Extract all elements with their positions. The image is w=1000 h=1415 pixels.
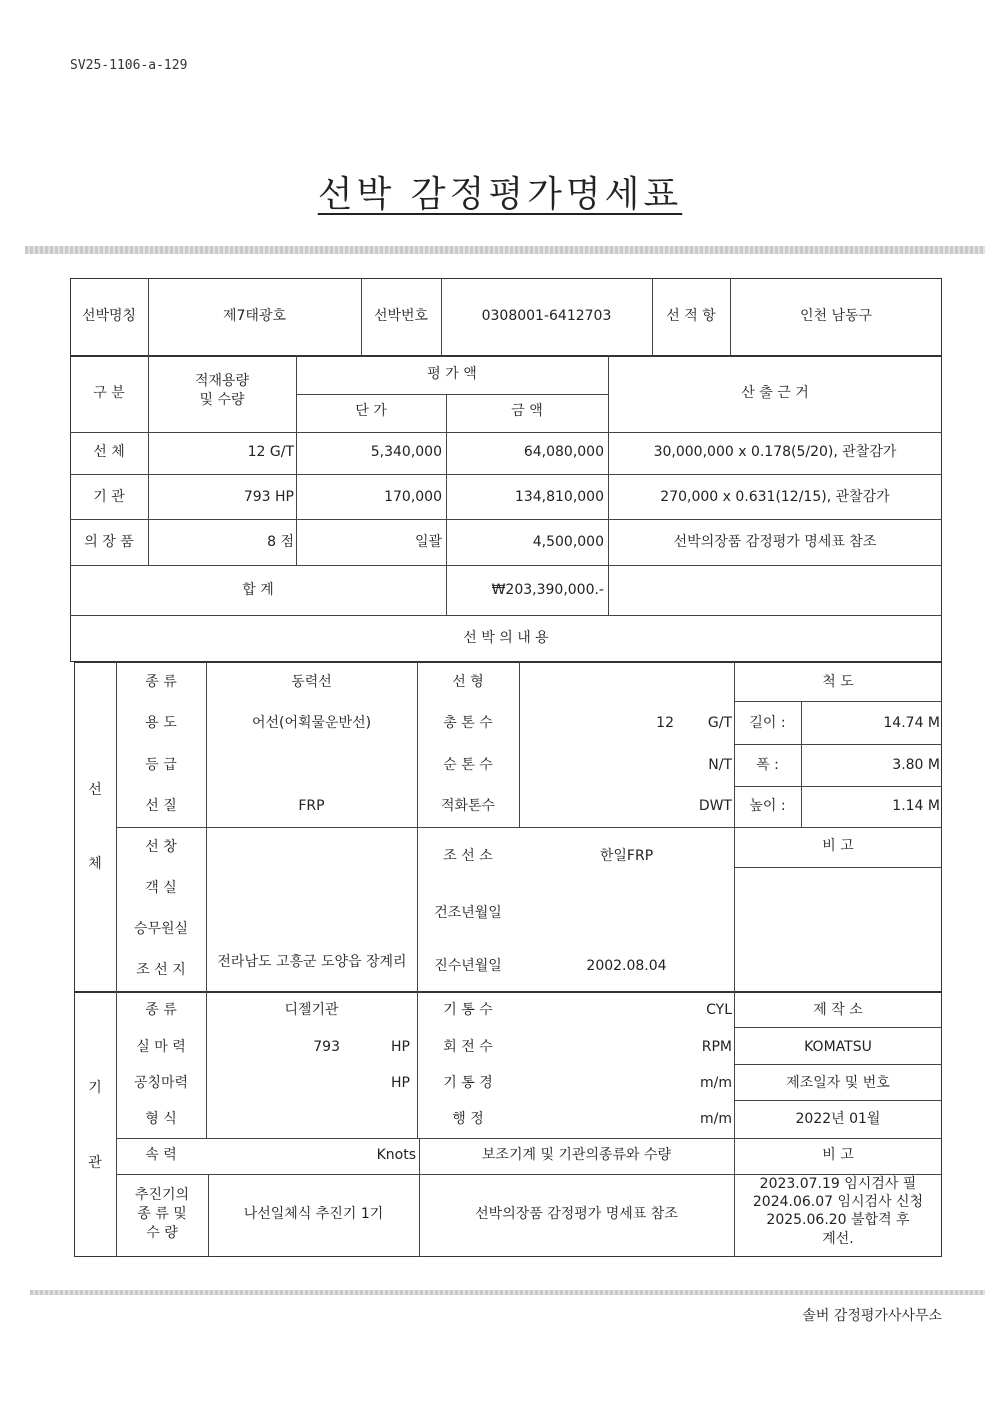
- hold-label: 선 창: [145, 839, 177, 855]
- row-hull-label: 선 체: [93, 444, 125, 460]
- row-hull-amount: 64,080,000: [523, 444, 604, 460]
- deadweight-label: 적화톤수: [440, 798, 496, 814]
- build-date-label: 건조년월일: [434, 905, 502, 921]
- row-equipment-amount: 4,500,000: [532, 534, 604, 550]
- hull-type-label: 종 류: [145, 674, 177, 690]
- propeller-value: 나선일체식 추진기 1기: [243, 1206, 384, 1222]
- stroke-label: 행 정: [452, 1111, 484, 1127]
- col-valuation: 평 가 액: [427, 366, 477, 382]
- row-engine-qty: 793 HP: [243, 489, 294, 505]
- shipyard-value: 한일FRP: [599, 848, 654, 864]
- dimensions-label: 척 도: [822, 674, 854, 690]
- net-tonnage-unit: N/T: [708, 757, 732, 773]
- col-category: 구 분: [93, 385, 125, 401]
- row-equipment-qty: 8 점: [267, 534, 294, 550]
- total-amount: ₩203,390,000.-: [491, 582, 604, 598]
- gross-tonnage-unit: G/T: [707, 715, 732, 731]
- actual-horsepower-unit: HP: [391, 1039, 410, 1055]
- office-name: 솔버 감정평가사사무소: [802, 1308, 942, 1324]
- hull-use-label: 용 도: [145, 715, 177, 731]
- engine-remarks-label: 비 고: [822, 1147, 854, 1163]
- top-divider: [25, 246, 985, 254]
- actual-horsepower-value: 793: [313, 1039, 340, 1055]
- col-amount: 금 액: [511, 403, 543, 419]
- row-engine-unit: 170,000: [384, 489, 442, 505]
- row-engine-label: 기 관: [93, 489, 125, 505]
- hull-side-label-2: 체: [88, 856, 102, 872]
- hull-side-label-1: 선: [88, 782, 102, 798]
- hull-use-value: 어선(어획물운반선): [251, 715, 372, 731]
- build-site-label: 조 선 지: [136, 962, 186, 978]
- deadweight-unit: DWT: [698, 798, 732, 814]
- engine-type-label: 종 류: [145, 1002, 177, 1018]
- height-label: 높이 :: [749, 798, 786, 814]
- shipyard-label: 조 선 소: [443, 848, 493, 864]
- hull-type-value: 동력선: [291, 674, 332, 690]
- bore-label: 기 통 경: [443, 1075, 493, 1091]
- nominal-horsepower-unit: HP: [391, 1075, 410, 1091]
- auxiliary-value: 선박의장품 감정평가 명세표 참조: [475, 1206, 678, 1222]
- ship-number-label: 선박번호: [373, 308, 429, 324]
- ship-name-value: 제7태광호: [222, 308, 286, 324]
- hull-grade-label: 등 급: [145, 757, 177, 773]
- length-value: 14.74 M: [883, 715, 940, 731]
- nominal-horsepower-label: 공칭마력: [133, 1075, 189, 1091]
- ship-name-label: 선박명칭: [81, 308, 137, 324]
- total-label: 합 계: [242, 582, 274, 598]
- width-label: 폭 :: [756, 757, 779, 773]
- gross-tonnage-label: 총 톤 수: [443, 715, 493, 731]
- port-label: 선 적 항: [666, 308, 716, 324]
- speed-unit: Knots: [376, 1147, 416, 1163]
- engine-side-label-1: 기: [88, 1080, 102, 1096]
- contents-title: 선 박 의 내 용: [463, 630, 549, 646]
- launch-date-label: 진수년월일: [434, 958, 502, 974]
- actual-horsepower-label: 실 마 력: [136, 1039, 186, 1055]
- crew-room-label: 승무원실: [133, 921, 189, 937]
- row-hull-qty: 12 G/T: [247, 444, 294, 460]
- bottom-divider: [30, 1290, 985, 1295]
- row-hull-basis: 30,000,000 x 0.178(5/20), 관찰감가: [653, 444, 897, 460]
- port-value: 인천 남동구: [799, 308, 873, 324]
- rpm-unit: RPM: [701, 1039, 732, 1055]
- row-engine-basis: 270,000 x 0.631(12/15), 관찰감가: [660, 489, 890, 505]
- engine-model-label: 형 식: [145, 1111, 177, 1127]
- hull-material-value: FRP: [298, 798, 325, 814]
- hull-material-label: 선 질: [145, 798, 177, 814]
- engine-side-label-2: 관: [88, 1155, 102, 1171]
- hull-remarks-label: 비 고: [822, 838, 854, 854]
- row-engine-amount: 134,810,000: [514, 489, 604, 505]
- manufacture-date-value: 2022년 01월: [795, 1111, 881, 1127]
- document-id: SV25-1106-a-129: [70, 58, 188, 73]
- manufacture-date-label: 제조일자 및 번호: [786, 1075, 890, 1091]
- auxiliary-label: 보조기계 및 기관의종류와 수량: [481, 1147, 672, 1163]
- row-equipment-basis: 선박의장품 감정평가 명세표 참조: [673, 534, 877, 550]
- document-title: 선박 감정평가명세표: [317, 174, 683, 215]
- length-label: 길이 :: [749, 715, 786, 731]
- speed-label: 속 력: [145, 1147, 177, 1163]
- engine-type-value: 디젤기관: [284, 1002, 339, 1018]
- bore-unit: m/m: [700, 1075, 732, 1091]
- manufacturer-label: 제 작 소: [813, 1002, 863, 1018]
- row-equipment-label: 의 장 품: [84, 534, 134, 550]
- height-value: 1.14 M: [892, 798, 940, 814]
- gross-tonnage-value: 12: [656, 715, 674, 731]
- manufacturer-value: KOMATSU: [804, 1039, 872, 1055]
- cylinders-unit: CYL: [706, 1002, 732, 1018]
- ship-number-value: 0308001-6412703: [481, 308, 612, 324]
- propeller-label: 추진기의 종 류 및 수 량: [134, 1187, 190, 1241]
- launch-date-value: 2002.08.04: [586, 958, 667, 974]
- cabin-label: 객 실: [145, 880, 177, 896]
- net-tonnage-label: 순 톤 수: [443, 757, 493, 773]
- stroke-unit: m/m: [700, 1111, 732, 1127]
- cylinders-label: 기 통 수: [443, 1002, 493, 1018]
- col-capacity: 적재용량 및 수량: [194, 373, 250, 408]
- row-hull-unit: 5,340,000: [370, 444, 442, 460]
- engine-remarks-value: 2023.07.19 임시검사 필 2024.06.07 임시검사 신청 2025.06.20 불합격 후 계선.: [752, 1176, 924, 1247]
- width-value: 3.80 M: [892, 757, 940, 773]
- col-unit-price: 단 가: [355, 403, 387, 419]
- hull-form-label: 선 형: [452, 674, 484, 690]
- rpm-label: 회 전 수: [443, 1039, 493, 1055]
- col-basis: 산 출 근 거: [741, 385, 809, 401]
- build-site-value: 전라남도 고흥군 도양읍 장계리: [217, 954, 407, 970]
- row-equipment-unit: 일괄: [414, 534, 442, 550]
